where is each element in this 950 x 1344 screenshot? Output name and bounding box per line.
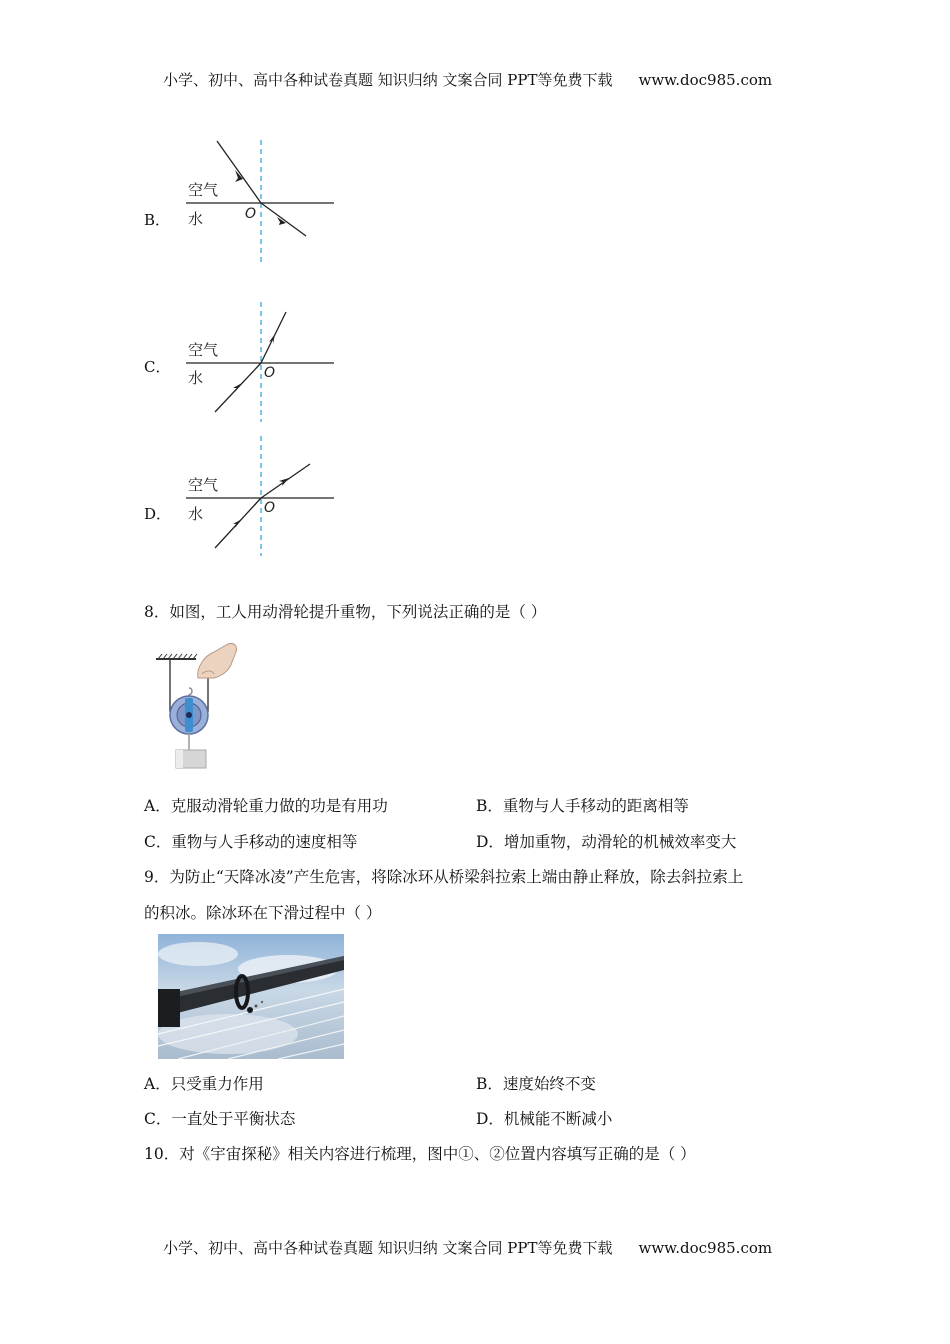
- water-label: 水: [188, 369, 204, 387]
- refraction-diagram-b: [180, 138, 340, 264]
- option-d-label: D．: [144, 505, 172, 523]
- q8-option-b[interactable]: B．重物与人手移动的距离相等: [476, 797, 689, 815]
- incident-ray: [217, 141, 261, 203]
- header-text: 小学、初中、高中各种试卷真题 知识归纳 文案合同 PPT等免费下载: [163, 71, 613, 89]
- deicing-ring-photo: [158, 934, 344, 1059]
- q9-option-d[interactable]: D．机械能不断减小: [476, 1110, 613, 1128]
- q9-option-c[interactable]: C．一直处于平衡状态: [144, 1110, 296, 1128]
- q8-option-c[interactable]: C．重物与人手移动的速度相等: [144, 833, 358, 851]
- point-o-label: O: [245, 206, 257, 222]
- page-footer: [163, 1237, 772, 1258]
- header-site: www.doc985.com: [638, 71, 773, 89]
- pulley-figure: [152, 640, 242, 772]
- page-header: [163, 69, 772, 90]
- arrow-icon: [269, 334, 275, 344]
- refraction-diagram-d: [180, 434, 340, 558]
- refracted-ray: [261, 203, 306, 236]
- footer-site: www.doc985.com: [638, 1239, 773, 1257]
- question-10-stem: 10．对《宇宙探秘》相关内容进行梳理，图中①、②位置内容填写正确的是（ ）: [144, 1145, 696, 1163]
- refraction-diagram-c: [180, 300, 340, 424]
- water-label: 水: [188, 210, 204, 228]
- q8-option-d[interactable]: D．增加重物，动滑轮的机械效率变大: [476, 833, 737, 851]
- footer-text: 小学、初中、高中各种试卷真题 知识归纳 文案合同 PPT等免费下载: [163, 1239, 613, 1257]
- air-label: 空气: [188, 476, 219, 494]
- q9-option-b[interactable]: B．速度始终不变: [476, 1075, 596, 1093]
- q8-option-a[interactable]: A．克服动滑轮重力做的功是有用功: [144, 797, 388, 815]
- air-label: 空气: [188, 341, 219, 359]
- point-o-label: O: [264, 365, 276, 381]
- option-c-label: C．: [144, 358, 171, 376]
- q9-option-a[interactable]: A．只受重力作用: [144, 1075, 264, 1093]
- air-label: 空气: [188, 181, 219, 199]
- option-b-label: B．: [144, 211, 171, 229]
- question-9-stem-line-1: 9．为防止“天降冰凌”产生危害，将除冰环从桥梁斜拉索上端由静止释放，除去斜拉索上: [144, 868, 744, 886]
- question-9-stem-line-2: 的积冰。除冰环在下滑过程中（ ）: [144, 904, 382, 922]
- point-o-label: O: [264, 500, 276, 516]
- water-label: 水: [188, 505, 204, 523]
- question-8-stem: 8．如图，工人用动滑轮提升重物，下列说法正确的是（ ）: [144, 603, 547, 621]
